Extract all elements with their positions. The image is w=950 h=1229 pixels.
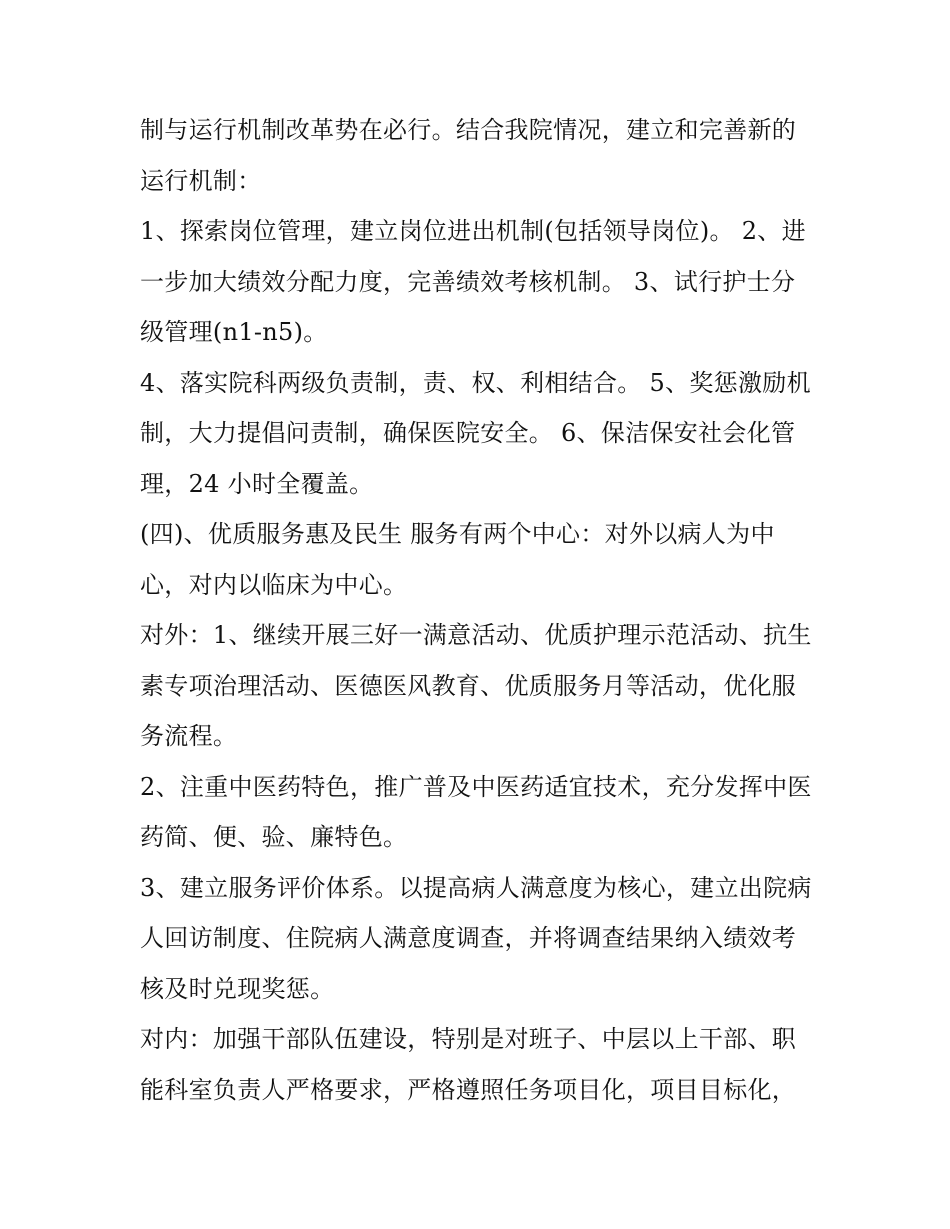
document-body	[140, 105, 815, 1115]
paragraph-external-activities: 对外：1、继续开展三好一满意活动、优质护理示范活动、抗生素专项治理活动、医德医风教育、优质服务月等活动，优化服务流程。	[140, 621, 812, 750]
paragraph-responsibility-system: 4、落实院科两级负责制，责、权、利相结合。 5、奖惩激励机制，大力提倡问责制，确保医院安全。 6、保洁保安社会化管理，24 小时全覆盖。	[140, 368, 811, 498]
paragraph-evaluation-system: 3、建立服务评价体系。以提高病人满意度为核心，建立出院病人回访制度、住院病人满意度调查，并将调查结果纳入绩效考核及时兑现奖惩。	[140, 873, 812, 1003]
paragraph-post-management: 1、探索岗位管理，建立岗位进出机制(包括领导岗位)。 2、进一步加大绩效分配力度，完善绩效考核机制。 3、试行护士分级管理(n1-n5)。	[140, 217, 806, 346]
paragraph-tcm-features: 2、注重中医药特色，推广普及中医药适宜技术，充分发挥中医药简、便、验、廉特色。	[140, 772, 812, 851]
paragraph-reform-intro: 制与运行机制改革势在必行。结合我院情况，建立和完善新的运行机制：	[140, 116, 797, 195]
paragraph-internal-cadre: 对内：加强干部队伍建设，特别是对班子、中层以上干部、职能科室负责人严格要求，严格遵照任务项目化，项目目标化，	[140, 1025, 797, 1104]
paragraph-quality-service-heading: (四)、优质服务惠及民生 服务有两个中心：对外以病人为中心，对内以临床为中心。	[140, 520, 775, 599]
